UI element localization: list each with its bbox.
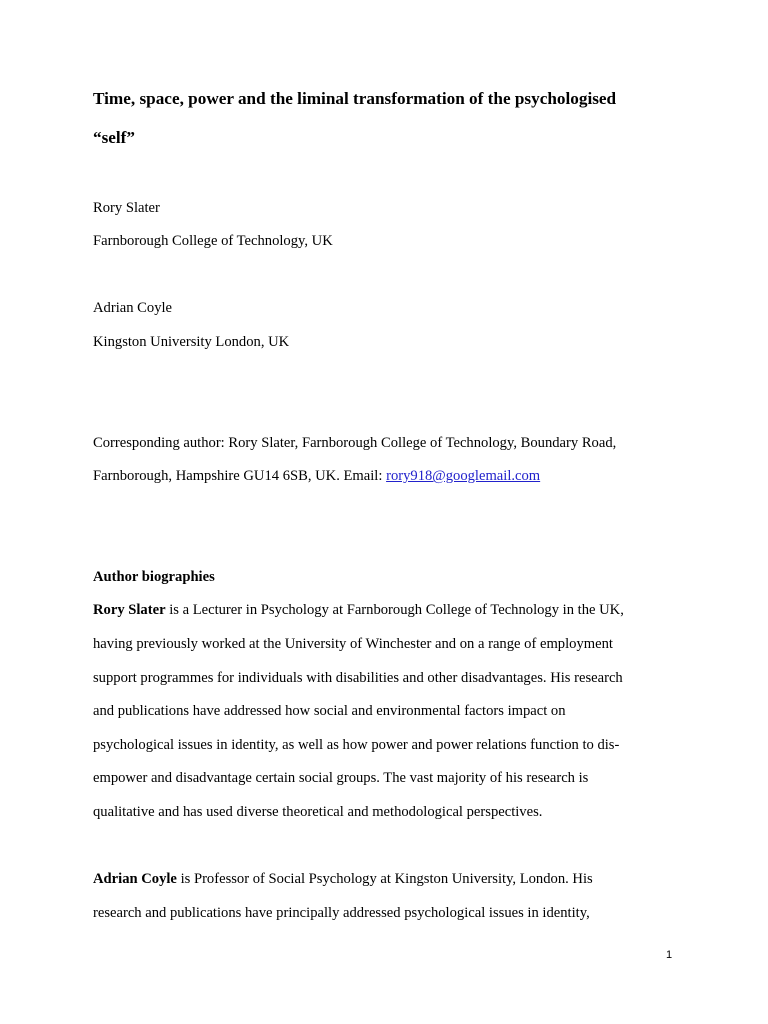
bio-adrian-line-2: research and publications have principally addressed psychological issues in identity, bbox=[93, 905, 590, 921]
bio-rory-name: Rory Slater bbox=[93, 602, 166, 618]
corresponding-author-line-2 bbox=[93, 467, 540, 485]
bio-rory-line-1 bbox=[93, 601, 624, 619]
bio-rory-line-6: empower and disadvantage certain social groups. The vast majority of his research is bbox=[93, 770, 589, 786]
bio-adrian-line-1 bbox=[93, 870, 593, 888]
bio-rory-line-7: qualitative and has used diverse theoretical and methodological perspectives. bbox=[93, 804, 543, 820]
author-name-2: Adrian Coyle bbox=[93, 300, 173, 316]
bio-rory-text: is a Lecturer in Psychology at Farnborough College of Technology in the UK, bbox=[165, 602, 624, 618]
biographies-heading: Author biographies bbox=[93, 569, 215, 585]
corresponding-address: Farnborough, Hampshire GU14 6SB, UK. Email: bbox=[93, 468, 387, 484]
paper-title-line-2: “self” bbox=[93, 128, 136, 147]
email-link[interactable]: rory918@googlemail.com bbox=[386, 468, 541, 484]
author-affiliation-1: Farnborough College of Technology, UK bbox=[93, 233, 333, 249]
bio-rory-line-4: and publications have addressed how social and environmental factors impact on bbox=[93, 703, 566, 719]
paper-title-line-1: Time, space, power and the liminal transformation of the psychologised bbox=[93, 89, 617, 108]
page-number: 1 bbox=[666, 949, 673, 961]
corresponding-author-line-1: Corresponding author: Rory Slater, Farnborough College of Technology, Boundary Road, bbox=[93, 435, 617, 451]
bio-adrian-text: is Professor of Social Psychology at Kingston University, London. His bbox=[176, 871, 593, 887]
bio-rory-line-3: support programmes for individuals with disabilities and other disadvantages. His research bbox=[93, 670, 623, 686]
author-affiliation-2: Kingston University London, UK bbox=[93, 334, 290, 350]
bio-rory-line-5: psychological issues in identity, as well as how power and power relations function to dis- bbox=[93, 737, 620, 753]
bio-adrian-name: Adrian Coyle bbox=[93, 871, 177, 887]
bio-rory-line-2: having previously worked at the University of Winchester and on a range of employment bbox=[93, 636, 613, 652]
author-name-1: Rory Slater bbox=[93, 200, 160, 216]
